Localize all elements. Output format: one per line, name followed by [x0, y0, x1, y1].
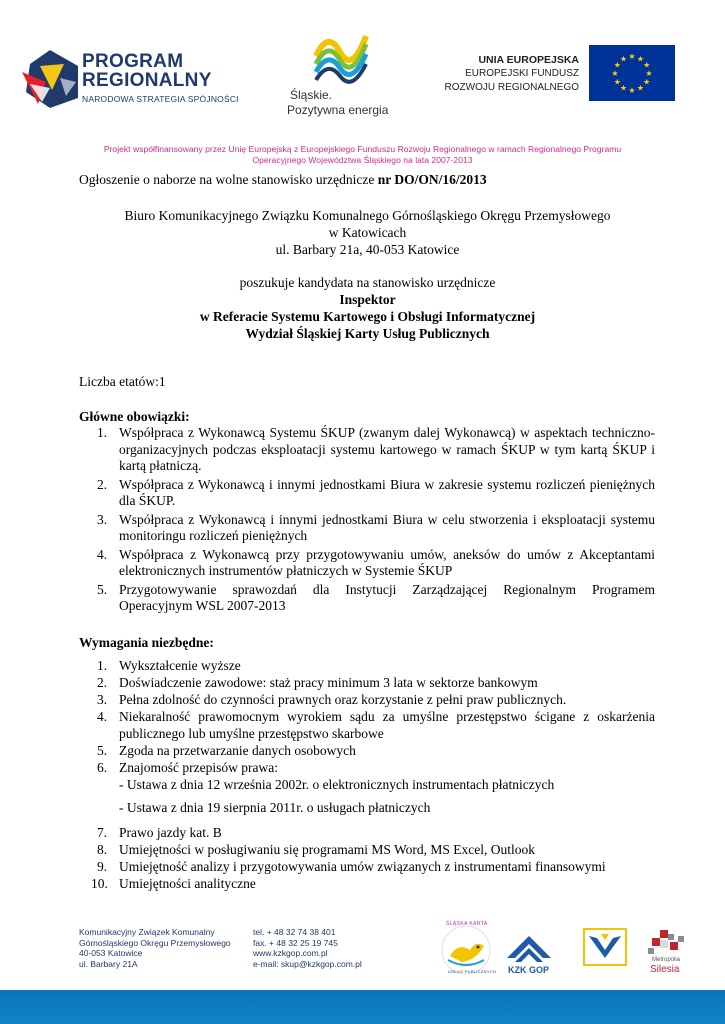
- slaskie-slogan: Pozytywna energia: [287, 103, 389, 117]
- item-number: 1.: [97, 425, 108, 440]
- program-regionalny-title-1: PROGRAM: [82, 51, 184, 72]
- eu-fund-line1: EUROPEJSKI FUNDUSZ: [465, 68, 579, 79]
- requirements-heading: Wymagania niezbędne:: [79, 635, 214, 650]
- item-text: Znajomość przepisów prawa:: [119, 759, 278, 775]
- duties-list: [79, 425, 655, 617]
- organization-block: [79, 207, 656, 258]
- cofinancing-note: [60, 144, 665, 166]
- item-text: Zgoda na przetwarzanie danych osobowych: [119, 742, 356, 758]
- kzk-gop-chevron-icon: [505, 928, 553, 964]
- seeking-line: poszukuje kandydata na stanowisko urzędnicze: [239, 275, 496, 290]
- footer-addr-line: 40-053 Katowice: [79, 948, 143, 958]
- cofinancing-line-2: Operacyjnego Województwa Śląskiego na lata 2007-2013: [252, 155, 473, 165]
- item-text: Doświadczenie zawodowe: staż pracy minimum 3 lata w sektorze bankowym: [119, 675, 538, 690]
- law-sub-text: - Ustawa z dnia 12 września 2002r. o elektronicznych instrumentach płatniczych: [119, 776, 555, 792]
- organization-city: w Katowicach: [328, 225, 407, 240]
- law-sub-text: - Ustawa z dnia 19 sierpnia 2011r. o usługach płatniczych: [119, 800, 431, 815]
- skup-arc-text-2: USŁUG PUBLICZNYCH: [448, 969, 497, 974]
- eu-title: UNIA EUROPEJSKA: [478, 54, 579, 66]
- slaskie-name: Śląskie.: [290, 88, 333, 102]
- law-sub-item: [79, 800, 655, 817]
- list-item: [79, 477, 655, 510]
- item-number: 1.: [97, 658, 108, 673]
- item-number: 2.: [97, 675, 108, 690]
- slaskie-eagle-icon: [583, 928, 627, 966]
- footer-website[interactable]: www.kzkgop.com.pl: [253, 948, 328, 958]
- item-text: Wykształcenie wyższe: [119, 658, 241, 673]
- eu-flag: [589, 45, 675, 101]
- eu-fund-line2: ROZWOJU REGIONALNEGO: [444, 82, 579, 93]
- position-unit: w Referacie Systemu Kartowego i Obsługi Informatycznej: [199, 309, 536, 324]
- duties-heading: Główne obowiązki:: [79, 409, 190, 424]
- position-block: [79, 274, 656, 342]
- list-item: [79, 692, 655, 709]
- skup-arc-text: ŚLĄSKA KARTA: [446, 921, 488, 927]
- etaty-count: Liczba etatów:1: [79, 374, 166, 389]
- item-number: 9.: [97, 858, 108, 874]
- item-number: 8.: [97, 841, 108, 857]
- list-item: [79, 709, 655, 742]
- item-text: Umiejętności analityczne: [119, 875, 256, 891]
- item-number: 10.: [91, 875, 108, 891]
- eu-star-icon: ★: [643, 60, 651, 70]
- program-regionalny-title-2: REGIONALNY: [82, 70, 212, 91]
- list-item: [79, 743, 655, 760]
- silesia-label: Silesia: [650, 964, 680, 975]
- list-item: [79, 582, 655, 615]
- eu-star-icon: ★: [636, 54, 645, 64]
- item-text: Umiejętność analizy i przygotowywania umów związanych z instrumentami finansowymi: [119, 858, 606, 874]
- footer-fax: fax. + 48 32 25 19 745: [253, 937, 338, 948]
- list-item: [79, 842, 655, 859]
- list-item: [79, 512, 655, 545]
- eu-star-icon: ★: [613, 77, 621, 87]
- item-number: 4.: [97, 709, 108, 724]
- item-text: Przygotowywanie sprawozdań dla Instytucji Zarządzającej Regionalnym Programem Operacyjnym WSL 2007-2013: [119, 581, 655, 613]
- item-text: Niekaralność prawomocnym wyrokiem sądu za umyślne przestępstwo ścigane z oskarżenia publicznego lub umyślne przestępstwo skarbowe: [119, 709, 655, 741]
- item-number: 6.: [97, 759, 108, 775]
- item-text: Pełna zdolność do czynności prawnych oraz korzystanie z pełni praw publicznych.: [119, 692, 567, 707]
- eu-star-icon: ★: [636, 83, 645, 93]
- silesia-small-label: Metropolia: [652, 957, 681, 963]
- item-text: Współpraca z Wykonawcą i innymi jednostkami Biura w celu stworzenia i eksploatacji systemu monitoringu rozliczeń pieniężnych: [119, 511, 655, 543]
- requirements-list: [79, 658, 655, 893]
- list-item: [79, 760, 655, 777]
- eu-star-icon: ★: [619, 83, 628, 93]
- program-regionalny-logo: [20, 42, 80, 112]
- program-regionalny-emblem-icon: [20, 42, 80, 112]
- item-text: Współpraca z Wykonawcą Systemu ŚKUP (zwanym dalej Wykonawcą) w aspektach techniczno-organizacyjnych podczas eksploatacji systemu kartowego w ramach ŚKUP w tym kartą ŚKUP i kartą płatniczą.: [119, 425, 655, 473]
- organization-name: Biuro Komunikacyjnego Związku Komunalnego Górnośląskiego Okręgu Przemysłowego: [124, 208, 611, 223]
- item-number: 5.: [97, 581, 108, 597]
- eu-star-icon: ★: [613, 60, 621, 70]
- position-title: Inspektor: [339, 292, 396, 307]
- footer-addr-line: Górnośląskiego Okręgu Przemysłowego: [79, 937, 231, 948]
- item-text: Umiejętności w posługiwaniu się programami MS Word, MS Excel, Outlook: [119, 841, 535, 857]
- eu-stars-icon: [589, 45, 675, 101]
- list-item: [79, 658, 655, 675]
- slaskie-waves-icon: [310, 26, 372, 86]
- announcement-number: nr DO/ON/16/2013: [377, 172, 487, 187]
- item-number: 2.: [97, 476, 108, 492]
- list-item: [79, 825, 655, 842]
- item-number: 3.: [97, 511, 108, 527]
- silesia-blocks-icon: [646, 928, 690, 958]
- program-regionalny-subtitle: NARODOWA STRATEGIA SPÓJNOŚCI: [82, 94, 239, 104]
- metropolia-silesia-logo: [646, 928, 690, 958]
- item-number: 7.: [97, 824, 108, 840]
- item-number: 4.: [97, 546, 108, 562]
- eu-star-icon: ★: [643, 77, 651, 87]
- footer-bar: [0, 990, 725, 1024]
- list-item: [79, 859, 655, 876]
- item-text: Współpraca z Wykonawcą i innymi jednostkami Biura w zakresie systemu rozliczeń pieniężnych dla ŚKUP.: [119, 476, 655, 508]
- position-department: Wydział Śląskiej Karty Usług Publicznych: [245, 326, 490, 341]
- eu-star-icon: ★: [628, 52, 636, 61]
- announcement-line: [79, 172, 487, 188]
- announcement-intro: Ogłoszenie o naborze na wolne stanowisko urzędnicze: [79, 172, 378, 187]
- law-sub-item: [79, 777, 655, 794]
- cofinancing-line-1: Projekt współfinansowany przez Unię Europejską z Europejskiego Funduszu Rozwoju Regionalnego w ramach Regionalnego Programu: [103, 144, 622, 154]
- organization-address: ul. Barbary 21a, 40-053 Katowice: [275, 242, 460, 257]
- footer-addr-line: ul. Barbary 21A: [79, 958, 138, 969]
- item-text: Prawo jazdy kat. B: [119, 824, 222, 840]
- eu-star-icon: ★: [645, 69, 653, 78]
- kzk-gop-label: KZK GOP: [508, 965, 550, 975]
- footer-address: [79, 927, 231, 969]
- footer-email[interactable]: e-mail: skup@kzkgop.com.pl: [253, 958, 362, 969]
- list-item: [79, 675, 655, 692]
- list-item: [79, 425, 655, 475]
- item-text: Współpraca z Wykonawcą przy przygotowywaniu umów, aneksów do umów z Akceptantami elektronicznych instrumentów płatniczych w Systemie ŚKUP: [119, 546, 655, 578]
- slaskie-small-logo: [583, 928, 627, 976]
- footer-phone: tel. + 48 32 74 38 401: [253, 927, 336, 937]
- footer-contact: [253, 927, 362, 969]
- list-item: [79, 547, 655, 580]
- eu-star-icon: ★: [619, 54, 628, 64]
- eu-star-icon: ★: [628, 86, 636, 95]
- list-item: [79, 876, 655, 893]
- slaskie-logo: [310, 26, 372, 86]
- item-number: 5.: [97, 742, 108, 758]
- footer-addr-line: Komunikacyjny Związek Komunalny: [79, 927, 215, 937]
- item-number: 3.: [97, 692, 108, 707]
- eu-star-icon: ★: [611, 69, 619, 78]
